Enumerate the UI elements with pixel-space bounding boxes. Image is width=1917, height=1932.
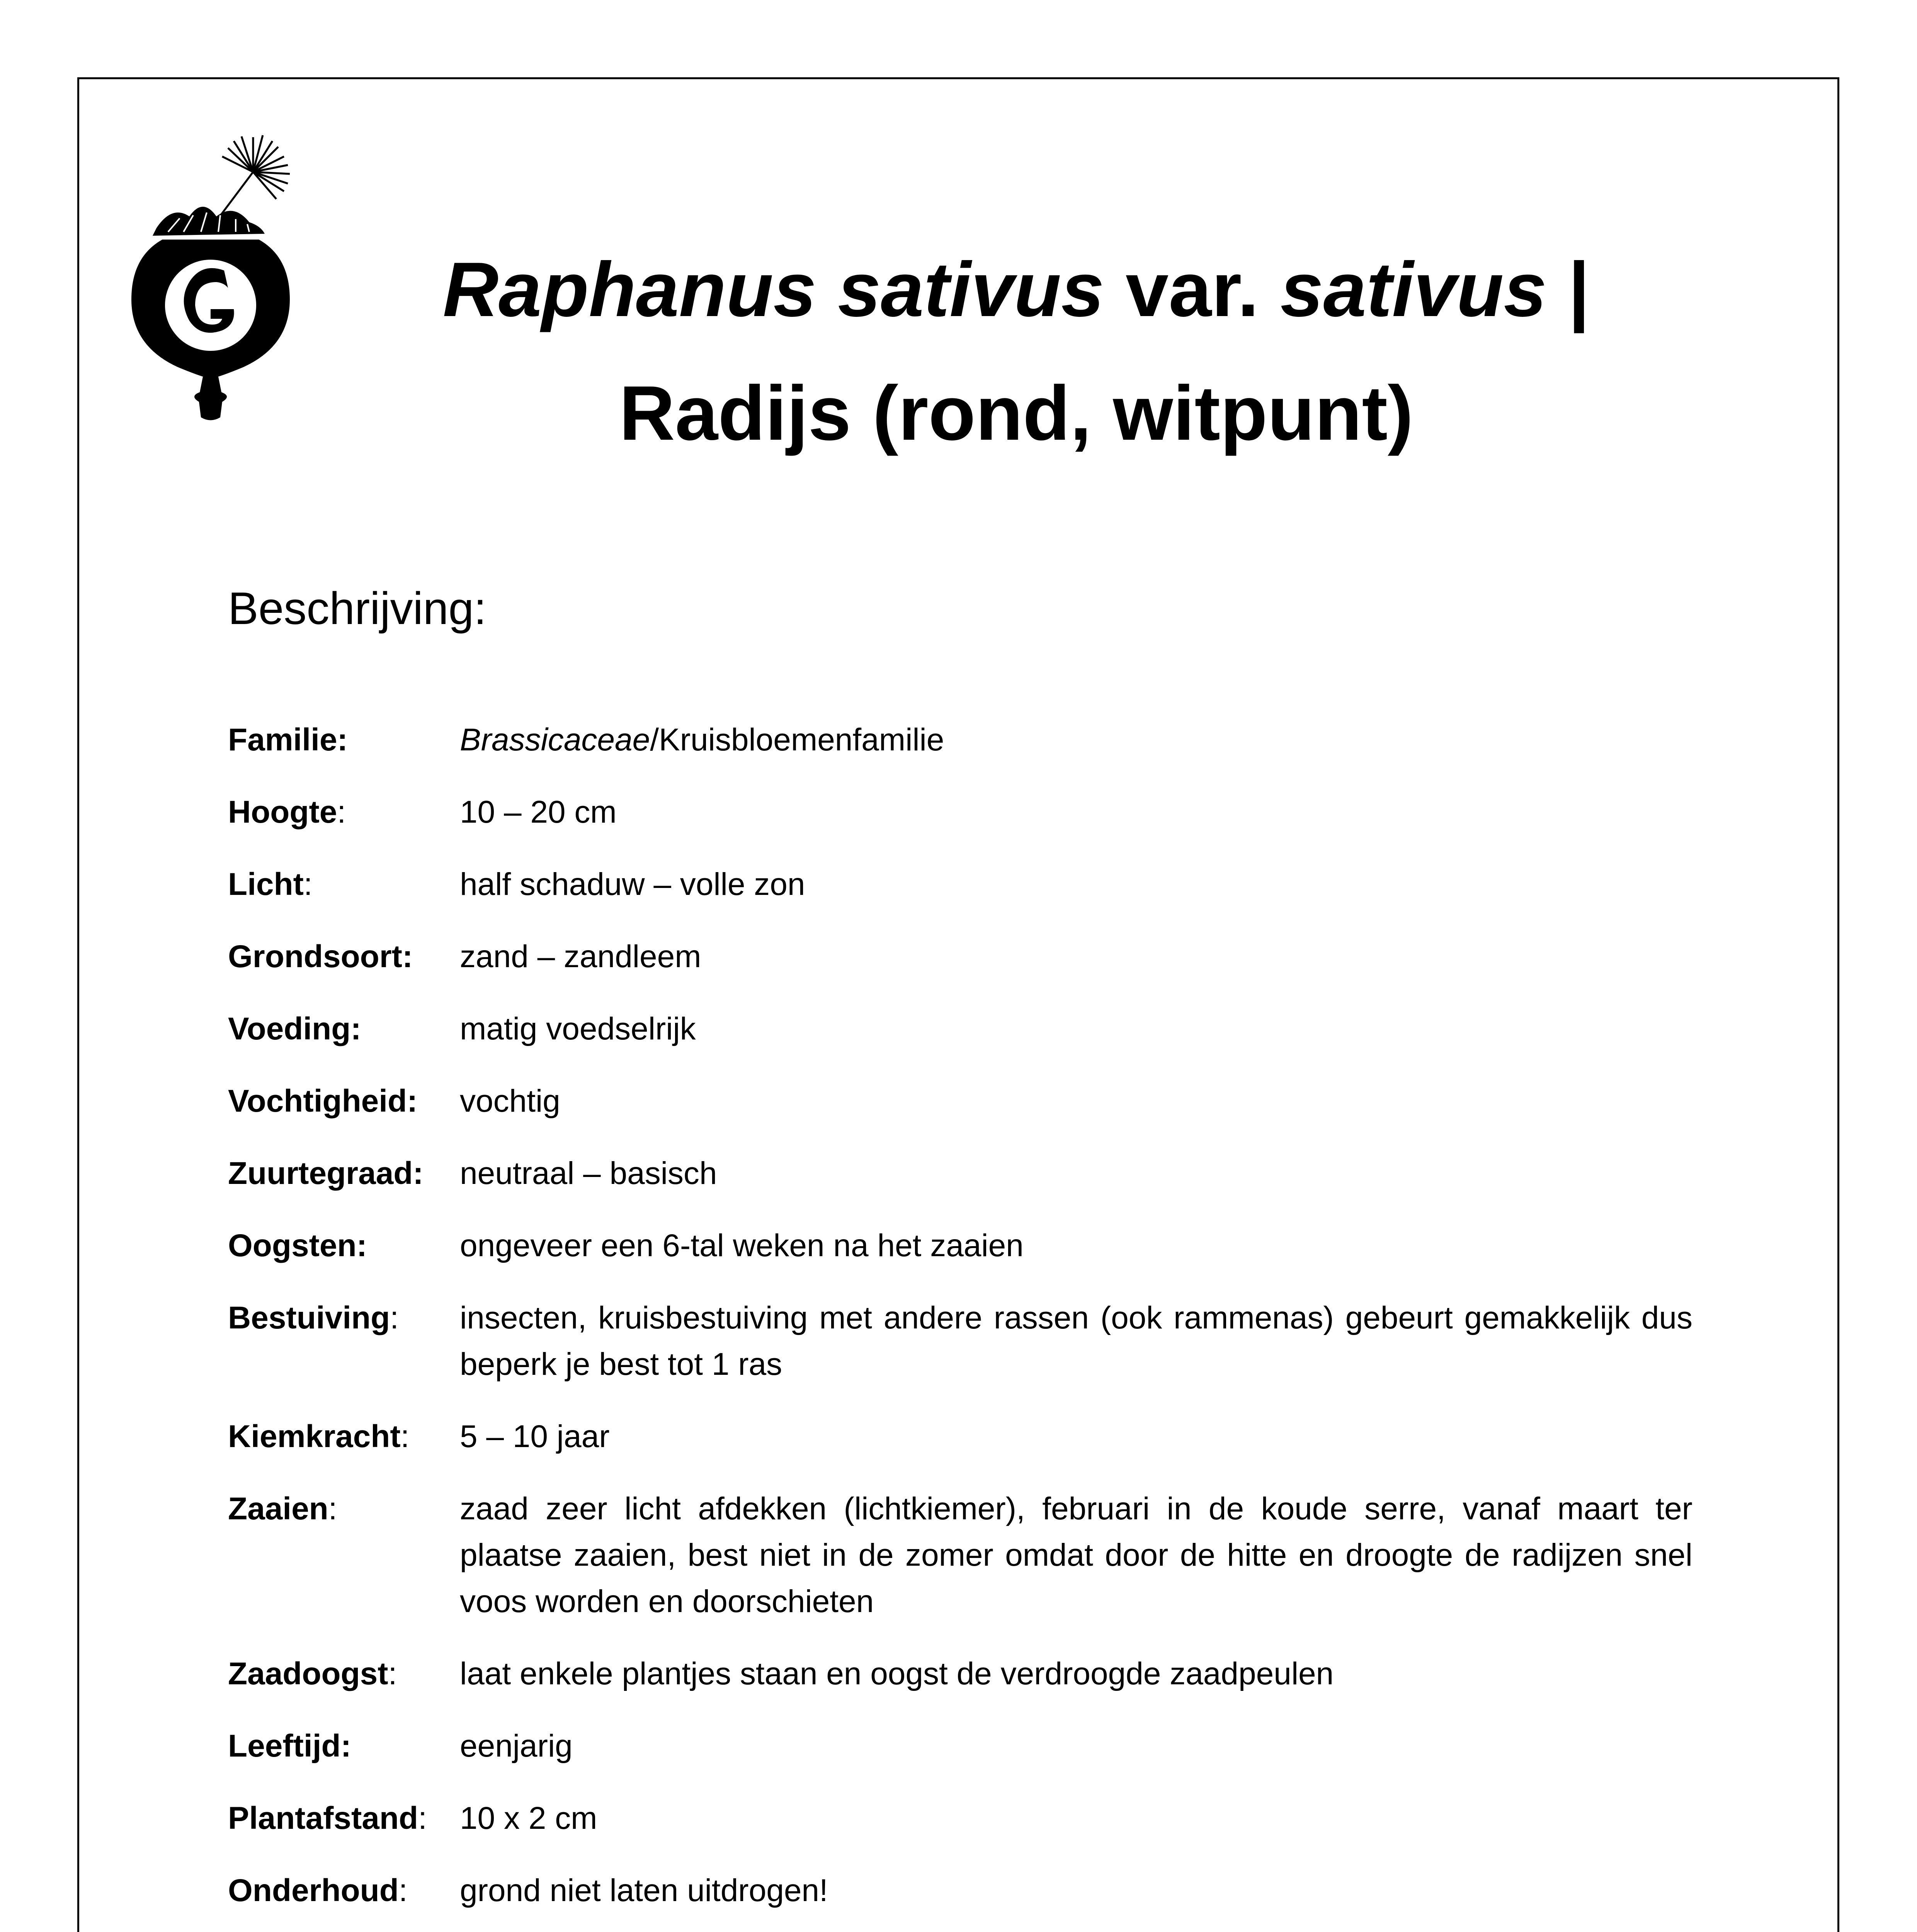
properties-list (228, 717, 1692, 1932)
property-row-zaadoogst (228, 1651, 1692, 1697)
title-var: var. (1104, 247, 1281, 333)
property-label: Grondsoort: (228, 939, 413, 974)
property-label: Hoogte: (228, 794, 346, 830)
property-value: matig voedselrijk (460, 1011, 696, 1046)
property-value: 10 – 20 cm (460, 794, 617, 830)
property-value: zand – zandleem (460, 939, 701, 974)
property-row-leeftijd (228, 1723, 1692, 1769)
title-genus-species: Raphanus sativus (442, 247, 1104, 333)
property-label: Leeftijd: (228, 1728, 351, 1764)
property-value: half schaduw – volle zon (460, 867, 805, 902)
property-label: Voeding: (228, 1011, 361, 1046)
property-row-bestuiving (228, 1295, 1692, 1388)
property-label: Kiemkracht: (228, 1419, 410, 1454)
property-label: Zaaien: (228, 1491, 337, 1526)
property-row-grondsoort (228, 934, 1692, 980)
property-row-familie (228, 717, 1692, 763)
property-value: zaad zeer licht afdekken (lichtkiemer), februari in de koude serre, vanaf maart ter plaatse zaaien, best niet in de zomer omdat door de hitte en droogte de radijzen snel voos worden en doorschieten (460, 1491, 1692, 1619)
property-label: Oogsten: (228, 1228, 367, 1263)
title-variety: sativus (1280, 247, 1547, 333)
property-label: Licht: (228, 867, 313, 902)
property-row-zuurtegraad (228, 1150, 1692, 1197)
property-label: Bestuiving: (228, 1300, 399, 1335)
property-value: ongeveer een 6-tal weken na het zaaien (460, 1228, 1024, 1263)
property-label: Zuurtegraad: (228, 1156, 424, 1191)
section-heading-colon: : (474, 583, 486, 634)
property-row-licht (228, 861, 1692, 908)
property-label: Onderhoud: (228, 1873, 408, 1908)
property-value: Brassicaceae/Kruisbloemenfamilie (460, 722, 944, 757)
property-value: 5 – 10 jaar (460, 1419, 610, 1454)
property-row-onderhoud (228, 1867, 1692, 1914)
title-line-1 (443, 247, 1590, 333)
property-row-voeding (228, 1006, 1692, 1052)
property-row-hoogte (228, 789, 1692, 835)
property-value: laat enkele plantjes staan en oogst de verdroogde zaadpeulen (460, 1656, 1334, 1691)
property-label: Familie: (228, 722, 348, 757)
property-label: Zaadoogst: (228, 1656, 397, 1691)
family-latin-name: Brassicaceae (460, 722, 650, 757)
property-value: 10 x 2 cm (460, 1801, 597, 1836)
property-row-zaaien (228, 1486, 1692, 1625)
section-heading (228, 578, 486, 639)
section-heading-text: Beschrijving (228, 583, 474, 634)
property-row-oogsten (228, 1223, 1692, 1269)
property-row-kiemkracht (228, 1413, 1692, 1460)
title-separator: | (1546, 247, 1590, 333)
property-label: Plantafstand: (228, 1801, 427, 1836)
poppy-seedhead-logo-icon (126, 129, 296, 423)
page-title (321, 228, 1712, 475)
title-common-name: Radijs (rond, witpunt) (619, 370, 1414, 456)
property-row-plantafstand (228, 1795, 1692, 1842)
property-value: neutraal – basisch (460, 1156, 717, 1191)
property-row-vochtigheid (228, 1078, 1692, 1124)
property-value: vochtig (460, 1083, 560, 1119)
property-value: insecten, kruisbestuiving met andere rassen (ook rammenas) gebeurt gemakkelijk dus beperk je best tot 1 ras (460, 1300, 1692, 1382)
property-value: grond niet laten uitdrogen! (460, 1873, 828, 1908)
property-value: eenjarig (460, 1728, 573, 1764)
property-label: Vochtigheid: (228, 1083, 418, 1119)
